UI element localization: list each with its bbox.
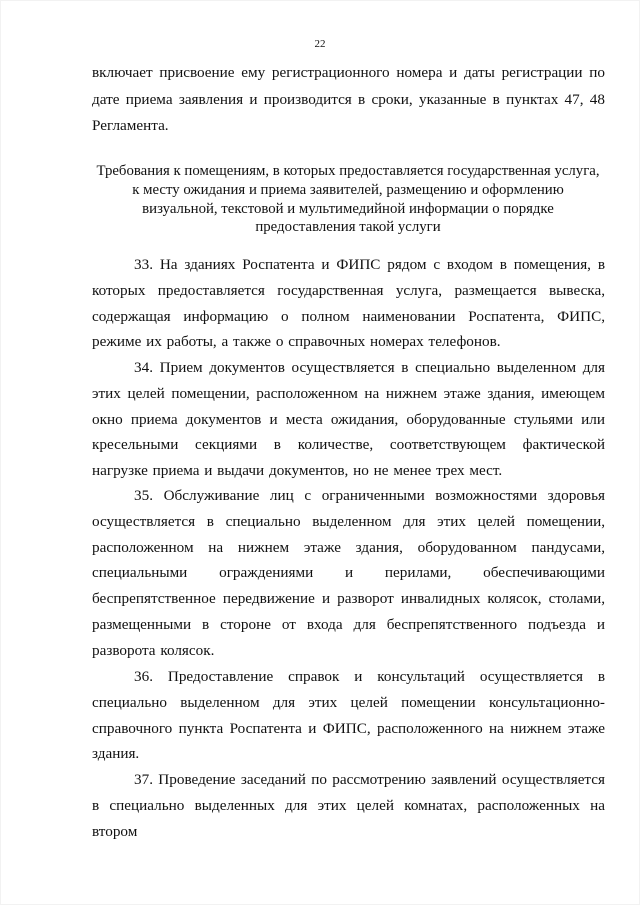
paragraph-35: 35. Обслуживание лиц с ограниченными возможностями здоровья осуществляется в специально выделенном для этих целей помещении, расположенном на нижнем этаже здания, оборудованном пандусами, специальными ограждениями и перилами, обеспечивающими беспрепятственное передвижение и разворот инвалидных колясок, столами, размещенными в стороне от входа для беспрепятственного подъезда и разворота колясок. bbox=[92, 487, 605, 659]
section-heading bbox=[88, 162, 608, 237]
page-number: 22 bbox=[314, 38, 326, 50]
paragraph-33: 33. На зданиях Роспатента и ФИПС рядом с входом в помещения, в которых предоставляется государственная услуга, размещается вывеска, содержащая информацию о полном наименовании Роспатента, ФИПС, режиме их работы, а также о справочных номерах телефонов. bbox=[92, 256, 605, 351]
paragraph-37: 37. Проведение заседаний по рассмотрению заявлений осуществляется в специально выделенных для этих целей комнатах, расположенных на втором bbox=[92, 771, 605, 840]
paragraph-36: 36. Предоставление справок и консультаций осуществляется в специально выделенном для этих целей помещении консультационно-справочного пункта Роспатента и ФИПС, расположенного на нижнем этаже здания. bbox=[92, 668, 605, 763]
section-heading-line-1: Требования к помещениям, в которых предоставляется государственная услуга, bbox=[96, 163, 600, 179]
section-heading-line-3: визуальной, текстовой и мультимедийной информации о порядке bbox=[142, 200, 554, 217]
section-heading-line-4: предоставления такой услуги bbox=[255, 219, 441, 236]
intro-paragraph: включает присвоение ему регистрационного номера и даты регистрации по дате приема заявления и производится в сроки, указанные в пунктах 47, 48 Регламента. bbox=[92, 64, 605, 134]
section-heading-line-2: к месту ожидания и приема заявителей, размещению и оформлению bbox=[132, 181, 564, 198]
paragraph-34: 34. Прием документов осуществляется в специально выделенном для этих целей помещении, расположенном на нижнем этаже здания, имеющем окно приема документов и места ожидания, оборудованные стульями или кресельными секциями в количестве, соответствующем фактической нагрузке приема и выдачи документов, но не менее трех мест. bbox=[92, 359, 605, 480]
